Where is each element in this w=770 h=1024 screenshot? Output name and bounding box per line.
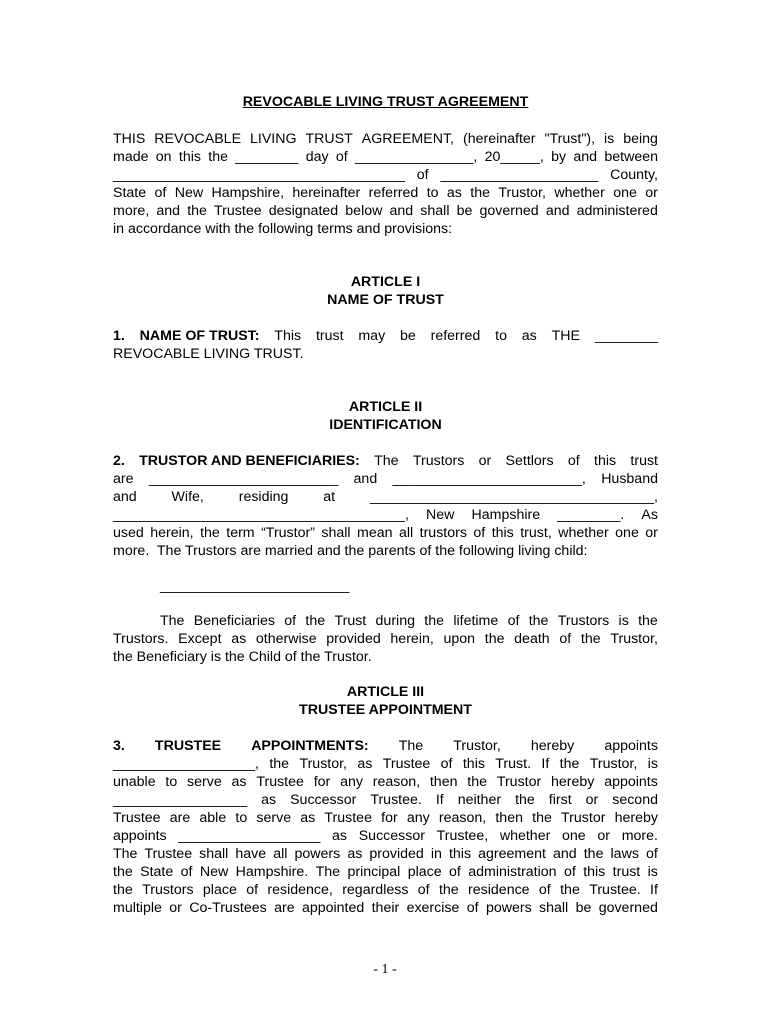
- word: day: [305, 149, 329, 165]
- word: If: [650, 882, 658, 898]
- word: are: [113, 471, 134, 487]
- word: provided: [369, 846, 424, 862]
- article-2-line-4: [113, 506, 658, 524]
- word: If: [541, 756, 550, 772]
- article-3-line-3: [113, 773, 658, 791]
- word: more.: [621, 828, 658, 844]
- word: __________________: [178, 828, 321, 844]
- article-2-line-5: [113, 524, 658, 542]
- word: to: [165, 774, 178, 790]
- word: or: [478, 453, 492, 469]
- word: hereby: [551, 774, 595, 790]
- word: State: [140, 864, 174, 880]
- word: Trustors: [412, 453, 465, 469]
- word: as: [332, 828, 348, 844]
- word: and: [389, 203, 414, 219]
- word: Trust.: [495, 756, 532, 772]
- word: reason,: [372, 774, 421, 790]
- word: or: [597, 828, 610, 844]
- word: as: [521, 328, 537, 344]
- word: be: [456, 203, 473, 219]
- word: any: [406, 810, 430, 826]
- word: ____________________________________,: [369, 489, 658, 505]
- word: Trustors: [142, 882, 194, 898]
- word: ________.: [557, 507, 625, 523]
- word: below: [345, 203, 383, 219]
- word: Except: [178, 631, 222, 647]
- article-3-line-5: [113, 809, 658, 827]
- word: as: [300, 810, 316, 826]
- word: the: [638, 613, 658, 629]
- word: for: [313, 774, 331, 790]
- word: If: [435, 792, 444, 808]
- word: term: [226, 525, 255, 541]
- word: shall: [420, 203, 450, 219]
- word: multiple: [113, 900, 162, 916]
- word: The: [113, 846, 138, 862]
- word: the: [424, 613, 445, 629]
- word: shall: [199, 846, 229, 862]
- document-title: REVOCABLE LIVING TRUST AGREEMENT: [242, 94, 529, 110]
- word: Settlors: [505, 453, 554, 469]
- word: used: [113, 525, 144, 541]
- word: As: [641, 507, 658, 523]
- word: their: [371, 900, 400, 916]
- word: AGREEMENT,: [361, 131, 454, 147]
- word: ____________________: [440, 167, 599, 183]
- word: and: [545, 203, 570, 219]
- word: NAME OF TRUST:: [139, 328, 260, 344]
- word: Trustor,: [299, 756, 348, 772]
- word: New: [174, 185, 204, 201]
- word: referred: [368, 185, 419, 201]
- word: be: [400, 328, 416, 344]
- word: TRUST: [305, 131, 353, 147]
- word: is: [647, 864, 658, 880]
- word: the: [208, 149, 228, 165]
- word: to: [426, 185, 439, 201]
- word: The: [160, 613, 185, 629]
- word: or: [585, 792, 599, 808]
- word: the: [467, 774, 488, 790]
- word: of: [335, 149, 348, 165]
- word: County,: [610, 167, 658, 183]
- article-2-heading: ARTICLE II: [348, 399, 423, 415]
- word: trust: [315, 328, 344, 344]
- word: of: [567, 453, 580, 469]
- word: New: [199, 864, 229, 880]
- word: the: [559, 756, 580, 772]
- word: and: [553, 846, 577, 862]
- word: serve: [256, 810, 292, 826]
- word: as: [347, 846, 363, 862]
- word: Co-Trustees: [189, 900, 267, 916]
- word: whether: [558, 525, 609, 541]
- word: Successor: [290, 792, 357, 808]
- word: “Trustor”: [261, 525, 315, 541]
- word: place: [202, 882, 237, 898]
- word: principal: [347, 864, 401, 880]
- word: Trustee: [256, 774, 304, 790]
- word: are: [274, 900, 295, 916]
- word: as: [446, 185, 462, 201]
- word: the: [528, 613, 549, 629]
- word: the: [583, 846, 604, 862]
- word: of: [180, 864, 193, 880]
- word: place: [407, 864, 442, 880]
- word: 20_____,: [484, 149, 544, 165]
- word: serve: [187, 774, 222, 790]
- word: Trustee: [324, 810, 372, 826]
- word: _____________________________________,: [113, 507, 409, 523]
- word: or: [645, 525, 658, 541]
- word: is: [618, 613, 629, 629]
- word: being: [623, 131, 658, 147]
- word: upon: [443, 631, 476, 647]
- word: Trustor,: [498, 185, 546, 201]
- word: THIS: [113, 131, 146, 147]
- word: in: [430, 846, 442, 862]
- word: Trustors: [557, 613, 610, 629]
- article-3-line-8: [113, 863, 658, 881]
- child-name-blank: ________________________: [160, 578, 350, 594]
- word: regardless: [342, 882, 409, 898]
- word: whether: [554, 185, 605, 201]
- word: the: [113, 882, 133, 898]
- word: shall: [321, 525, 351, 541]
- word: of: [246, 882, 259, 898]
- word: Trustors.: [113, 631, 169, 647]
- word: as: [231, 631, 247, 647]
- article-2-line-1: [113, 452, 658, 470]
- word: Trustee,: [436, 828, 489, 844]
- word: REVOCABLE: [154, 131, 242, 147]
- word: 2.: [113, 453, 125, 469]
- word: appoints: [604, 738, 658, 754]
- word: appoints: [604, 774, 658, 790]
- word: governed: [479, 203, 539, 219]
- word: The: [398, 738, 424, 754]
- word: administration: [468, 864, 557, 880]
- word: the: [470, 185, 490, 201]
- word: able: [199, 810, 227, 826]
- word: residence: [468, 882, 530, 898]
- word: State: [113, 185, 147, 201]
- word: one: [615, 525, 639, 541]
- word: the: [580, 631, 601, 647]
- word: between: [604, 149, 658, 165]
- word: one: [562, 828, 586, 844]
- word: mean: [357, 525, 393, 541]
- word: _______________,: [355, 149, 478, 165]
- word: Trustor,: [589, 756, 638, 772]
- word: APPOINTMENTS:: [251, 738, 369, 754]
- word: the: [113, 864, 133, 880]
- word: all: [398, 525, 414, 541]
- word: Beneficiaries: [193, 613, 275, 629]
- word: 1.: [113, 328, 125, 344]
- word: be: [575, 900, 592, 916]
- word: ________: [594, 328, 658, 344]
- word: otherwise: [255, 631, 317, 647]
- word: of: [154, 185, 167, 201]
- word: of: [473, 525, 486, 541]
- article-3-line-4: [113, 791, 658, 809]
- word: Husband: [601, 471, 658, 487]
- word: Trustee: [214, 203, 262, 219]
- article-3-subheading: TRUSTEE APPOINTMENT: [299, 702, 472, 718]
- article-3-line-9: [113, 881, 658, 899]
- article-3-line-6: [113, 827, 658, 845]
- word: laws: [610, 846, 639, 862]
- article-3-line-1: [113, 737, 658, 755]
- word: _________________: [113, 792, 248, 808]
- word: lifetime: [453, 613, 499, 629]
- word: and: [156, 203, 181, 219]
- page-number: - 1 -: [373, 962, 397, 977]
- word: during: [375, 613, 415, 629]
- word: trust: [630, 453, 658, 469]
- beneficiaries-line-3: the Beneficiary is the Child of the Trustor.: [113, 649, 372, 665]
- intro-line-2: [113, 148, 658, 166]
- word: on: [155, 149, 172, 165]
- word: __________________,: [113, 756, 259, 772]
- word: TRUSTEE: [154, 738, 222, 754]
- article-1-line-1: [113, 327, 658, 345]
- word: Trustee.: [589, 882, 641, 898]
- word: Trustee: [382, 756, 431, 772]
- word: herein,: [150, 525, 194, 541]
- word: this: [178, 149, 201, 165]
- beneficiaries-line-1: [160, 612, 658, 630]
- word: whether: [499, 828, 551, 844]
- word: reason,: [438, 810, 487, 826]
- beneficiaries-line-2: [113, 630, 658, 648]
- word: "Trust"),: [544, 131, 596, 147]
- word: of: [284, 613, 297, 629]
- word: then: [495, 810, 523, 826]
- word: and: [353, 471, 378, 487]
- word: the: [484, 631, 505, 647]
- article-3-line-10: [113, 899, 658, 917]
- word: residing: [238, 489, 289, 505]
- word: trust,: [520, 525, 552, 541]
- word: one: [613, 185, 637, 201]
- word: appointed: [301, 900, 365, 916]
- word: and: [573, 149, 598, 165]
- intro-line-3: [113, 166, 658, 184]
- word: of: [417, 882, 430, 898]
- word: exercise: [406, 900, 460, 916]
- word: 3.: [113, 738, 125, 754]
- word: this: [583, 864, 606, 880]
- word: provided: [326, 631, 381, 647]
- word: is: [647, 756, 658, 772]
- word: governed: [598, 900, 658, 916]
- word: Trustee: [113, 810, 161, 826]
- word: or: [645, 185, 658, 201]
- word: herein,: [390, 631, 434, 647]
- word: Hampshire,: [211, 185, 285, 201]
- article-3-heading: ARTICLE III: [346, 684, 425, 700]
- word: this: [462, 756, 485, 772]
- word: at: [323, 489, 336, 505]
- intro-line-1: [113, 130, 658, 148]
- word: hereby: [530, 738, 575, 754]
- word: of: [449, 864, 461, 880]
- word: THE: [551, 328, 580, 344]
- article-2-subheading: IDENTIFICATION: [329, 417, 442, 433]
- word: powers: [485, 900, 532, 916]
- word: the: [200, 525, 220, 541]
- word: Trustor: [561, 810, 606, 826]
- word: trustors: [419, 525, 467, 541]
- word: this: [594, 453, 617, 469]
- word: of: [645, 846, 658, 862]
- word: The: [315, 864, 341, 880]
- word: as: [231, 774, 247, 790]
- word: designated: [268, 203, 339, 219]
- article-1-heading: ARTICLE I: [350, 274, 421, 290]
- word: referred: [430, 328, 481, 344]
- word: death: [514, 631, 550, 647]
- intro-line-6: in accordance with the following terms and provisions:: [113, 221, 453, 237]
- word: have: [235, 846, 267, 862]
- word: then: [429, 774, 458, 790]
- word: the: [305, 613, 326, 629]
- word: made: [113, 149, 149, 165]
- word: _____________________________________: [113, 167, 405, 183]
- article-2-line-3: [113, 488, 658, 506]
- word: Trustor: [496, 774, 542, 790]
- word: are: [169, 810, 191, 826]
- word: Trustor,: [453, 738, 501, 754]
- word: of: [563, 864, 576, 880]
- word: by: [551, 149, 567, 165]
- word: the: [187, 203, 207, 219]
- word: Trust: [334, 613, 367, 629]
- word: to: [235, 810, 248, 826]
- article-3-line-2: [113, 755, 658, 773]
- word: any: [340, 774, 363, 790]
- word: New: [426, 507, 455, 523]
- word: of: [416, 167, 429, 183]
- word: Hampshire: [471, 507, 541, 523]
- word: of: [466, 900, 479, 916]
- word: ________: [235, 149, 299, 165]
- word: ________________________: [148, 471, 339, 487]
- word: trust: [612, 864, 641, 880]
- word: the: [532, 810, 552, 826]
- word: appoints: [113, 828, 167, 844]
- word: of: [440, 756, 453, 772]
- word: more,: [113, 203, 150, 219]
- word: of: [507, 613, 520, 629]
- word: for: [381, 810, 398, 826]
- article-2-line-6: more. The Trustors are married and the parents of the following living child:: [113, 543, 588, 559]
- word: (hereinafter: [462, 131, 536, 147]
- word: unable: [113, 774, 156, 790]
- word: LIVING: [250, 131, 297, 147]
- word: TRUSTOR AND BENEFICIARIES:: [139, 453, 360, 469]
- word: agreement: [478, 846, 546, 862]
- word: Trustee.: [370, 792, 422, 808]
- word: ________________________,: [392, 471, 586, 487]
- word: Trustee: [144, 846, 193, 862]
- word: and: [113, 489, 137, 505]
- word: of: [559, 631, 572, 647]
- word: as: [357, 756, 373, 772]
- article-1-line-2: REVOCABLE LIVING TRUST.: [113, 346, 304, 362]
- word: first: [548, 792, 572, 808]
- word: The: [374, 453, 399, 469]
- word: the: [560, 882, 580, 898]
- word: Wife,: [171, 489, 204, 505]
- article-1-subheading: NAME OF TRUST: [327, 292, 444, 308]
- word: hereby: [614, 810, 658, 826]
- word: hereinafter: [292, 185, 361, 201]
- word: neither: [457, 792, 502, 808]
- word: Successor: [358, 828, 425, 844]
- word: all: [273, 846, 288, 862]
- word: this: [448, 846, 472, 862]
- word: residence,: [267, 882, 333, 898]
- word: as: [261, 792, 277, 808]
- word: second: [612, 792, 658, 808]
- word: the: [515, 792, 535, 808]
- word: is: [604, 131, 615, 147]
- word: the: [269, 756, 290, 772]
- word: to: [495, 328, 507, 344]
- word: or: [169, 900, 182, 916]
- word: may: [358, 328, 386, 344]
- word: This: [274, 328, 302, 344]
- word: Hampshire.: [235, 864, 309, 880]
- word: administered: [576, 203, 658, 219]
- word: this: [491, 525, 514, 541]
- article-3-line-7: [113, 845, 658, 863]
- word: powers: [294, 846, 341, 862]
- intro-line-4: [113, 184, 658, 202]
- intro-line-5: [113, 202, 658, 220]
- word: of: [538, 882, 551, 898]
- word: shall: [539, 900, 569, 916]
- word: Trustor,: [610, 631, 658, 647]
- article-2-line-2: [113, 470, 658, 488]
- word: the: [438, 882, 459, 898]
